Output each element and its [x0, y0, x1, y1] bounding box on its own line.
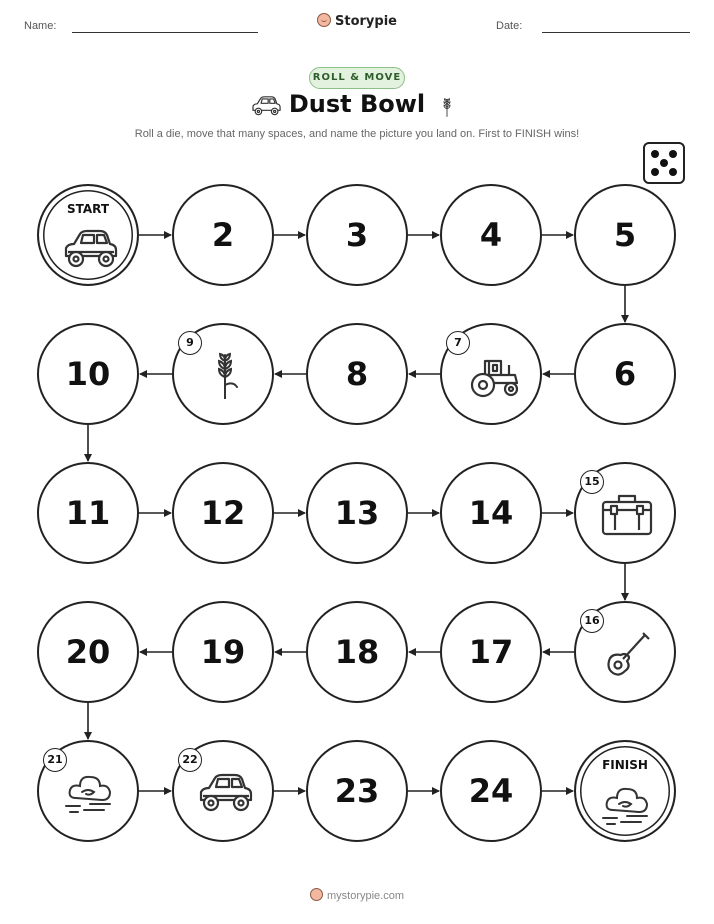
- space-number: 24: [468, 772, 514, 810]
- board-space-5: [574, 184, 676, 286]
- space-number: 20: [65, 633, 111, 671]
- footer-url[interactable]: mystorypie.com: [326, 890, 405, 902]
- suitcase-icon: [597, 490, 657, 538]
- space-number: 4: [479, 216, 503, 254]
- board-space-20: [37, 601, 139, 703]
- car-icon: [60, 224, 120, 272]
- space-number: 10: [65, 355, 111, 393]
- board-space-24: [440, 740, 542, 842]
- space-number: 12: [200, 494, 246, 532]
- board-space-17: [440, 601, 542, 703]
- board-space-13: [306, 462, 408, 564]
- board-space-18: [306, 601, 408, 703]
- board-space-7: [440, 323, 542, 425]
- page-title: Dust Bowl: [288, 90, 426, 118]
- board-space-19: [172, 601, 274, 703]
- board-space-22: [172, 740, 274, 842]
- space-number: 3: [345, 216, 369, 254]
- instructions: Roll a die, move that many spaces, and name the picture you land on. First to FINISH wins!: [134, 128, 580, 140]
- finish-label: FINISH: [602, 758, 648, 772]
- date-label: Date:: [496, 20, 523, 32]
- board-space-23: [306, 740, 408, 842]
- tractor-icon: [463, 351, 523, 399]
- space-number-badge: 9: [178, 331, 202, 355]
- space-number-badge: 7: [446, 331, 470, 355]
- space-number-badge: 16: [580, 609, 604, 633]
- dust-cloud-icon: [60, 768, 120, 816]
- name-label: Name:: [24, 20, 57, 32]
- board-space-4: [440, 184, 542, 286]
- footer: [0, 888, 714, 902]
- space-number: 6: [613, 355, 637, 393]
- board-space-16: [574, 601, 676, 703]
- guitar-icon: [597, 629, 657, 677]
- start-label: START: [66, 202, 110, 216]
- dust-cloud-icon: [597, 780, 657, 828]
- storypie-logo-icon: [310, 888, 323, 901]
- board-space-11: [37, 462, 139, 564]
- finish-space: [574, 740, 676, 842]
- space-number: 13: [334, 494, 380, 532]
- space-number: 23: [334, 772, 380, 810]
- board-space-2: [172, 184, 274, 286]
- space-number: 2: [211, 216, 235, 254]
- board-space-12: [172, 462, 274, 564]
- space-number-badge: 15: [580, 470, 604, 494]
- activity-tag: ROLL & MOVE: [309, 67, 405, 89]
- car-icon: [195, 768, 255, 816]
- space-number: 11: [65, 494, 111, 532]
- board-space-8: [306, 323, 408, 425]
- board-space-9: [172, 323, 274, 425]
- space-number: 17: [468, 633, 514, 671]
- board-space-14: [440, 462, 542, 564]
- board-space-10: [37, 323, 139, 425]
- space-number: 18: [334, 633, 380, 671]
- board-space-21: [37, 740, 139, 842]
- start-space: [37, 184, 139, 286]
- space-number: 5: [613, 216, 637, 254]
- board-space-6: [574, 323, 676, 425]
- space-number-badge: 21: [43, 748, 67, 772]
- board-space-15: [574, 462, 676, 564]
- brand-name: Storypie: [335, 14, 397, 29]
- space-number: 19: [200, 633, 246, 671]
- board-space-3: [306, 184, 408, 286]
- space-number: 14: [468, 494, 514, 532]
- space-number-badge: 22: [178, 748, 202, 772]
- wheat-icon: [195, 351, 255, 399]
- space-number: 8: [345, 355, 369, 393]
